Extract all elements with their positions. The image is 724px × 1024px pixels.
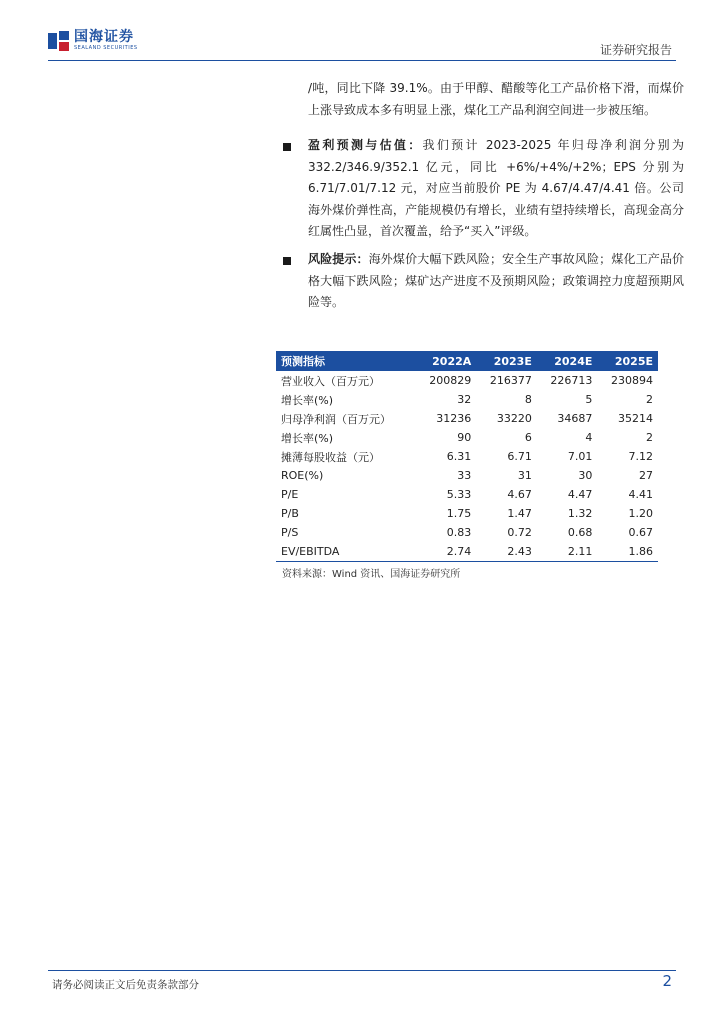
table-cell: 4.41 — [628, 488, 653, 501]
table-cell: 7.01 — [567, 450, 593, 463]
table-cell: 摊薄每股收益（元） — [281, 450, 380, 464]
table-header-cell: 2023E — [476, 351, 537, 371]
table-cell: 216377 — [489, 374, 532, 387]
table-cell: ROE(%) — [281, 469, 324, 482]
footer-disclaimer: 请务必阅读正文后免责条款部分 — [52, 979, 199, 991]
table-row — [276, 504, 658, 523]
table-row — [276, 371, 658, 390]
table-cell: 2.74 — [416, 542, 477, 562]
table-cell: 1.47 — [507, 507, 532, 520]
bullet-icon — [283, 143, 291, 151]
table-cell: 1.32 — [567, 507, 593, 520]
table-row — [276, 485, 658, 504]
table-cell: 7.12 — [628, 450, 653, 463]
page-number: 2 — [662, 972, 672, 990]
report-type: 证券研究报告 — [599, 43, 672, 57]
table-cell: 4.67 — [507, 488, 532, 501]
table-cell: 90 — [457, 431, 472, 444]
table-cell: 8 — [524, 393, 532, 406]
table-cell: 1.75 — [446, 507, 472, 520]
table-cell: 营业收入（百万元） — [281, 374, 380, 388]
table-cell: P/S — [281, 526, 299, 539]
table-cell: 226713 — [550, 374, 593, 387]
paragraph-continuation: /吨，同比下降 39.1%。由于甲醇、醋酸等化工产品价格下滑，而煤价上涨导致成本多有明显上涨，煤化工产品利润空间进一步被压缩。 — [308, 81, 684, 117]
table-row — [276, 390, 658, 409]
table-header-cell: 2022A — [416, 351, 477, 371]
table-cell: 0.67 — [628, 526, 653, 539]
table-cell: P/E — [281, 488, 299, 501]
table-cell: 6 — [524, 431, 532, 444]
risk-title: 风险提示： — [308, 252, 369, 266]
table-cell: 6.71 — [507, 450, 532, 463]
paragraph-forecast — [308, 135, 684, 243]
table-cell: P/B — [281, 507, 299, 520]
table-cell: 0.68 — [567, 526, 593, 539]
table-cell: 增长率(%) — [281, 431, 334, 445]
table-row — [276, 523, 658, 542]
bullet-icon — [283, 257, 291, 265]
forecast-title: 盈利预测与估值： — [308, 138, 423, 152]
table-cell: 1.20 — [628, 507, 653, 520]
table-cell: 32 — [457, 393, 472, 406]
table-row — [276, 466, 658, 485]
table-cell: 2.11 — [537, 542, 598, 562]
table-row — [276, 428, 658, 447]
table-cell: 5 — [585, 393, 593, 406]
table-row — [276, 447, 658, 466]
table-cell: 200829 — [429, 374, 472, 387]
table-cell: 4 — [585, 431, 593, 444]
header-divider — [48, 60, 676, 61]
table-cell: 33220 — [496, 412, 532, 425]
table-cell: 归母净利润（百万元） — [281, 412, 391, 426]
table-cell: 5.33 — [446, 488, 472, 501]
footer-divider — [48, 970, 676, 971]
table-cell: 230894 — [611, 374, 653, 387]
logo-icon — [48, 31, 70, 51]
table-cell: 1.86 — [597, 542, 658, 562]
table-header-row — [276, 351, 658, 371]
table-source: 资料来源：Wind 资讯、国海证券研究所 — [282, 569, 461, 580]
table-cell: 31 — [517, 469, 532, 482]
table-cell: 6.31 — [446, 450, 472, 463]
table-cell: 0.83 — [446, 526, 472, 539]
table-cell: 增长率(%) — [281, 393, 334, 407]
table-cell: 2 — [646, 431, 653, 444]
table-cell: 4.47 — [567, 488, 593, 501]
logo-name-en: SEALAND SECURITIES — [74, 45, 138, 51]
logo-name-cn: 国海证券 — [74, 29, 134, 45]
table-cell: 31236 — [436, 412, 472, 425]
paragraph-risk — [308, 249, 684, 314]
table-cell: EV/EBITDA — [276, 542, 416, 562]
table-header-cell: 2025E — [597, 351, 658, 371]
table-cell: 2.43 — [476, 542, 537, 562]
table-cell: 0.72 — [507, 526, 532, 539]
table-cell: 34687 — [557, 412, 593, 425]
table-row — [276, 409, 658, 428]
table-cell: 33 — [457, 469, 472, 482]
forecast-table — [276, 351, 658, 562]
forecast-text: 我们预计 2023-2025 年归母净利润分别为 332.2/346.9/352.1 亿元，同比 +6%/+4%/+2%；EPS 分别为 6.71/7.01/7.12 元，对应当前股价 PE 为 4.67/4.47/4.41 倍。公司海外煤价弹性高，产能规模仍有增长，业绩有望持续增长，高现金高分红属性凸显，首次覆盖，给予“买入”评级。 — [308, 138, 684, 238]
risk-text: 海外煤价大幅下跌风险；安全生产事故风险；煤化工产品价格大幅下跌风险；煤矿达产进度不及预期风险；政策调控力度超预期风险等。 — [308, 252, 684, 309]
table-cell: 30 — [578, 469, 593, 482]
table-cell: 2 — [646, 393, 653, 406]
company-logo — [48, 30, 138, 52]
table-cell: 27 — [639, 469, 653, 482]
table-row — [276, 542, 658, 562]
table-header-cell: 2024E — [537, 351, 598, 371]
table-cell: 35214 — [618, 412, 653, 425]
table-header-cell: 预测指标 — [276, 351, 416, 371]
